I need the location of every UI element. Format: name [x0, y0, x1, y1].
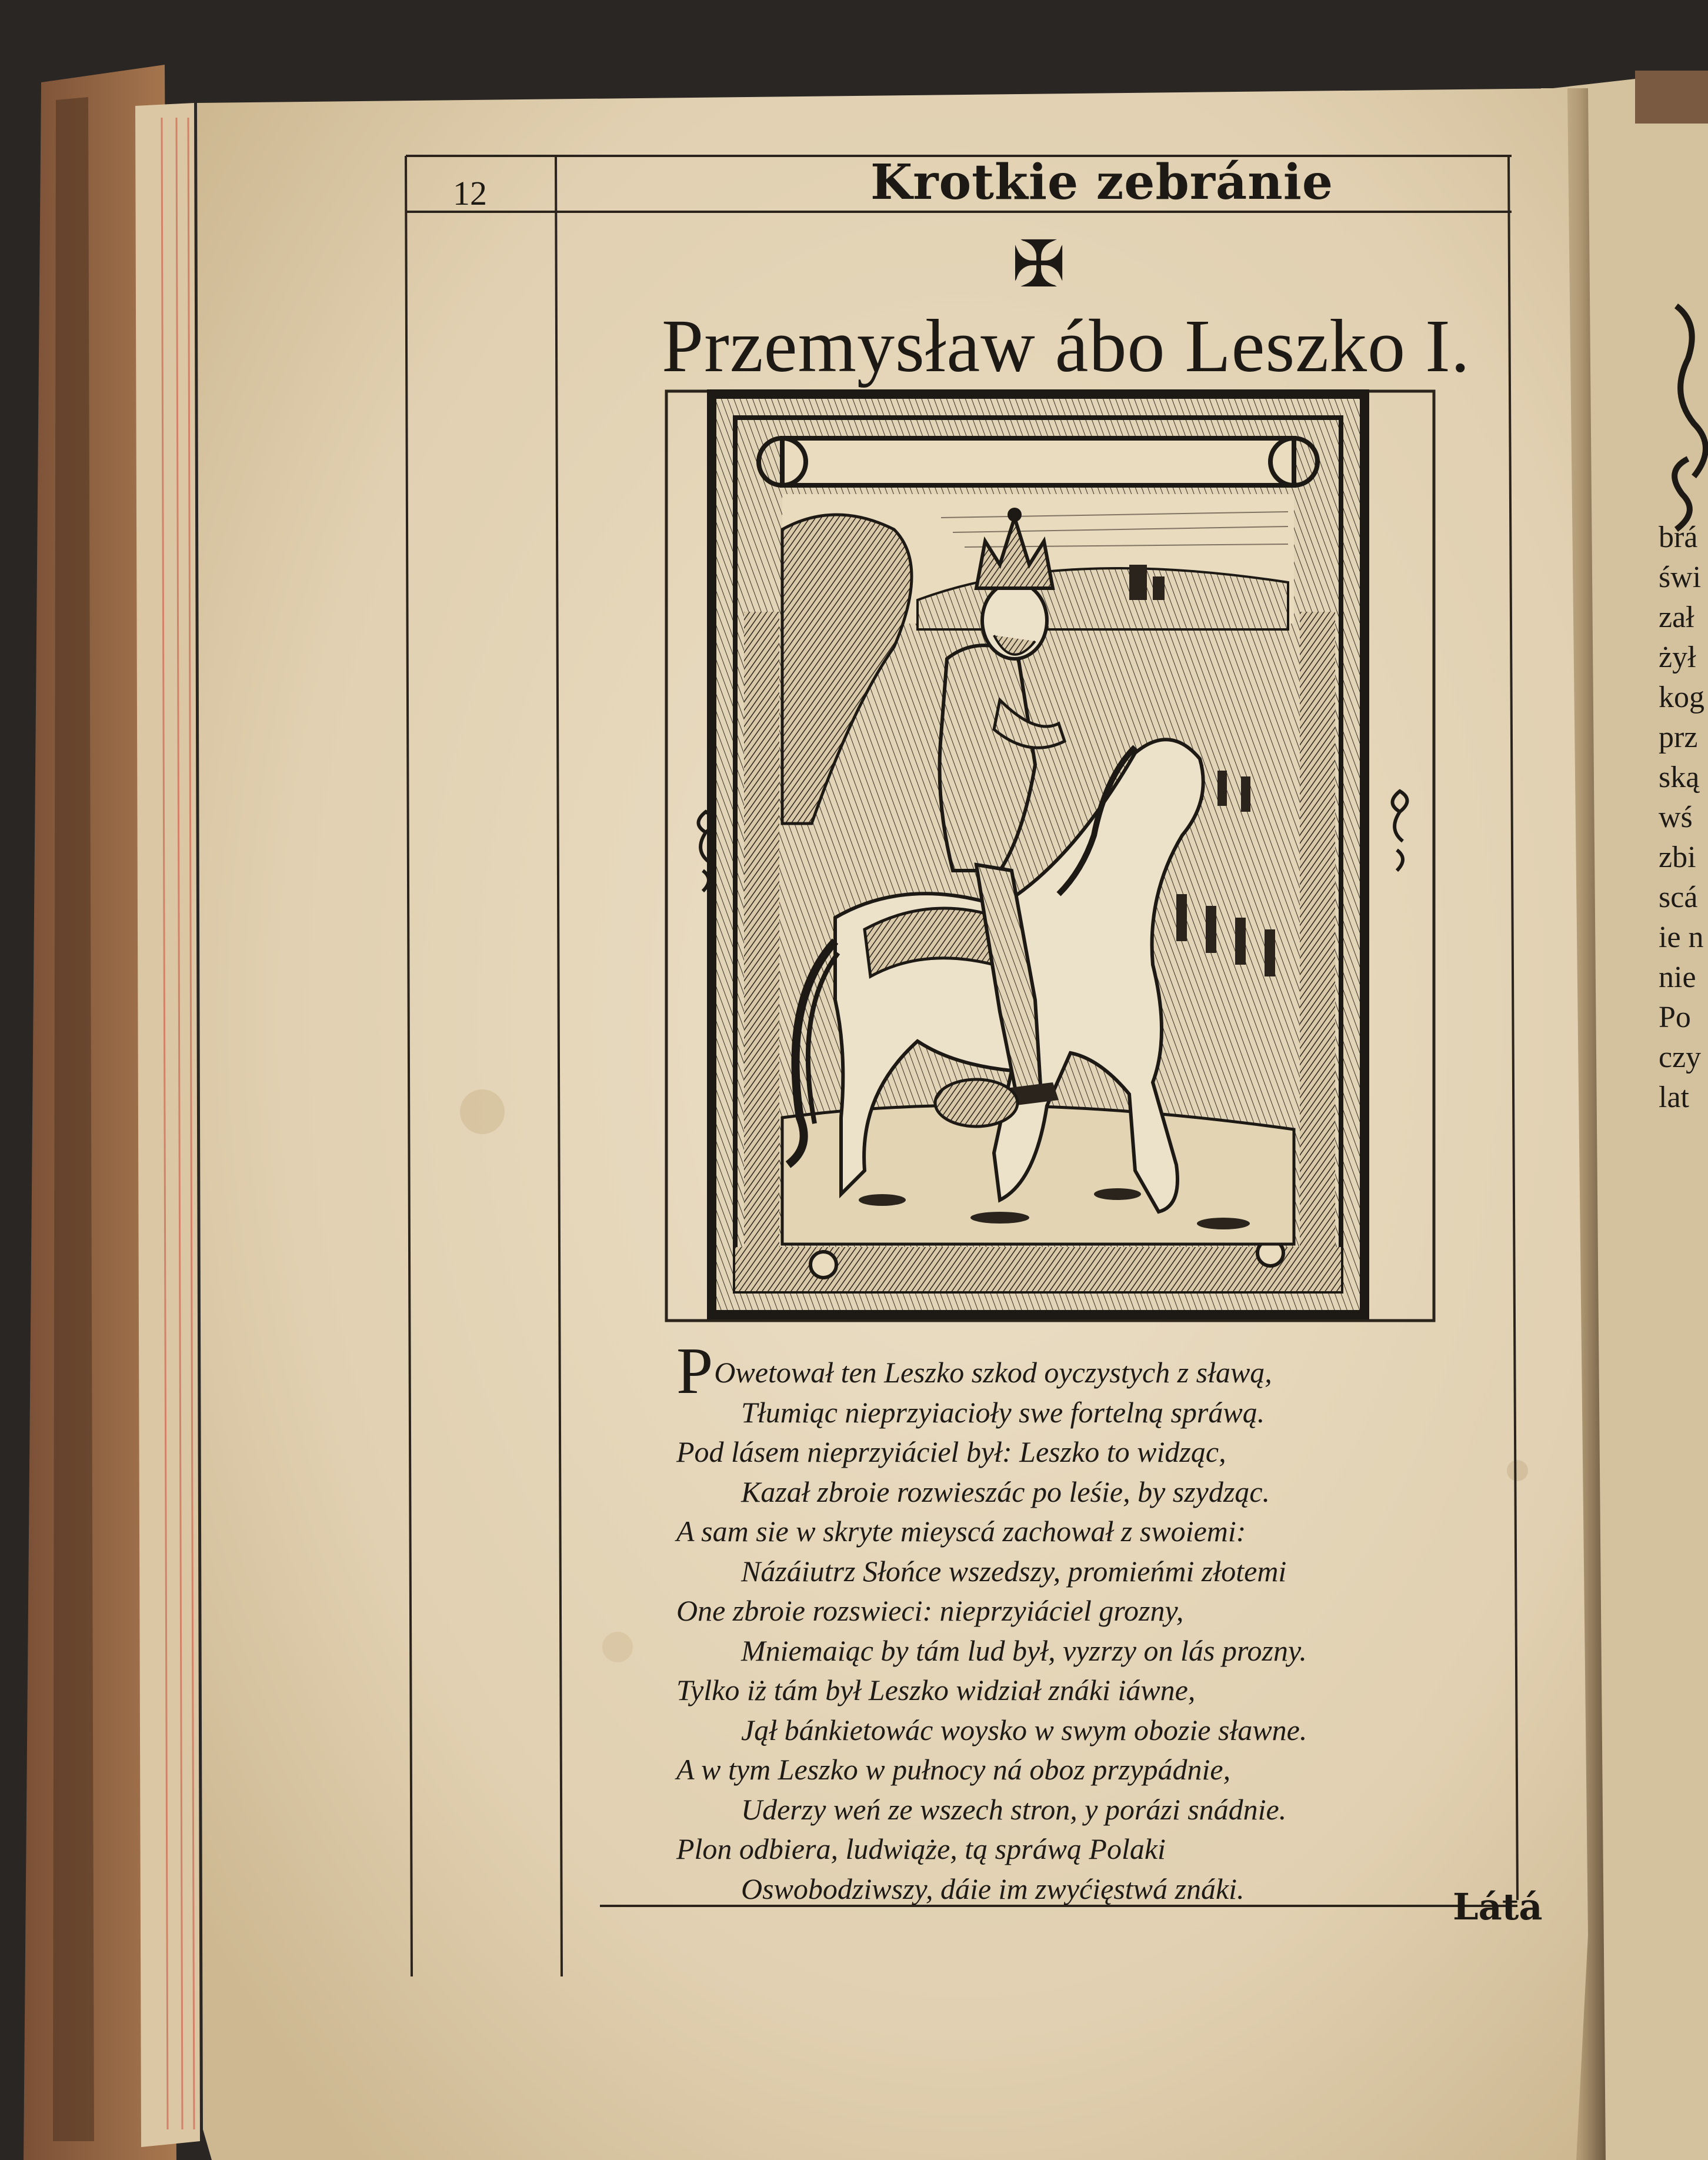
drop-cap: P [676, 1335, 713, 1408]
facing-line: lat [1659, 1081, 1689, 1114]
facing-line: brá [1659, 521, 1698, 554]
verse-line: Uderzy weń ze wszech stron, y porázi snádnie. [741, 1792, 1287, 1826]
chapter-title: Przemysław ábo Leszko I. [662, 304, 1470, 388]
verse-line: A w tym Leszko w pułnocy ná oboz przypádnie, [676, 1753, 1231, 1786]
page-number: 12 [453, 174, 487, 212]
facing-line: świ [1659, 561, 1702, 594]
woodcut-illustration [666, 391, 1434, 1321]
verse-line: Plon odbiera, ludwiąże, tą spráwą Polaki [676, 1832, 1166, 1865]
verse-line: Názáiutrz Słońce wszedszy, promieńmi złotemi [741, 1554, 1287, 1588]
verse-line: A sam sie w skryte mieyscá zachował z swoiemi: [676, 1515, 1246, 1548]
facing-line: ską [1659, 761, 1700, 794]
verse-line: Oswobodziwszy, dáie im zwyćięstwá znáki. [741, 1872, 1245, 1905]
verse-line: Mniemaiąc by tám lud był, vyzrzy on lás prozny. [741, 1634, 1307, 1667]
facing-line: wś [1659, 801, 1693, 834]
cross-ornament-icon: ✠ [1012, 226, 1066, 302]
facing-line: nie [1659, 961, 1696, 994]
running-head: Krotkie zebránie [870, 154, 1334, 211]
facing-line: zał [1659, 601, 1694, 634]
verse-line: Tylko iż tám był Leszko widział znáki iáwne, [676, 1674, 1196, 1706]
facing-line: kog [1659, 681, 1704, 714]
facing-line: scá [1659, 881, 1698, 914]
verse-line: Jął bánkietowác woysko w swym obozie sławne. [741, 1713, 1307, 1746]
facing-line: ie n [1659, 921, 1704, 954]
facing-line: prz [1659, 721, 1698, 754]
facing-line: Po [1659, 1001, 1691, 1034]
verse-line: Kazał zbroie rozwieszác po leśie, by szydząc. [741, 1475, 1270, 1508]
facing-page-text [1659, 518, 1708, 1118]
facing-line: zbi [1659, 841, 1696, 874]
catchword: Látá [1453, 1885, 1543, 1928]
facing-line: czy [1659, 1041, 1702, 1074]
verse-line: Pod lásem nieprzyiáciel był: Leszko to widząc, [676, 1435, 1226, 1468]
verse-line: POwetował ten Leszko szkod oyczystych z sławą, [676, 1335, 1272, 1408]
verse-line: Tłumiąc nieprzyiacioły swe fortelną spráwą. [741, 1395, 1265, 1429]
verse-block [676, 1335, 1412, 1909]
verse-line: One zbroie rozswieci: nieprzyiáciel grozny, [676, 1594, 1184, 1627]
facing-line: żył [1659, 641, 1696, 674]
